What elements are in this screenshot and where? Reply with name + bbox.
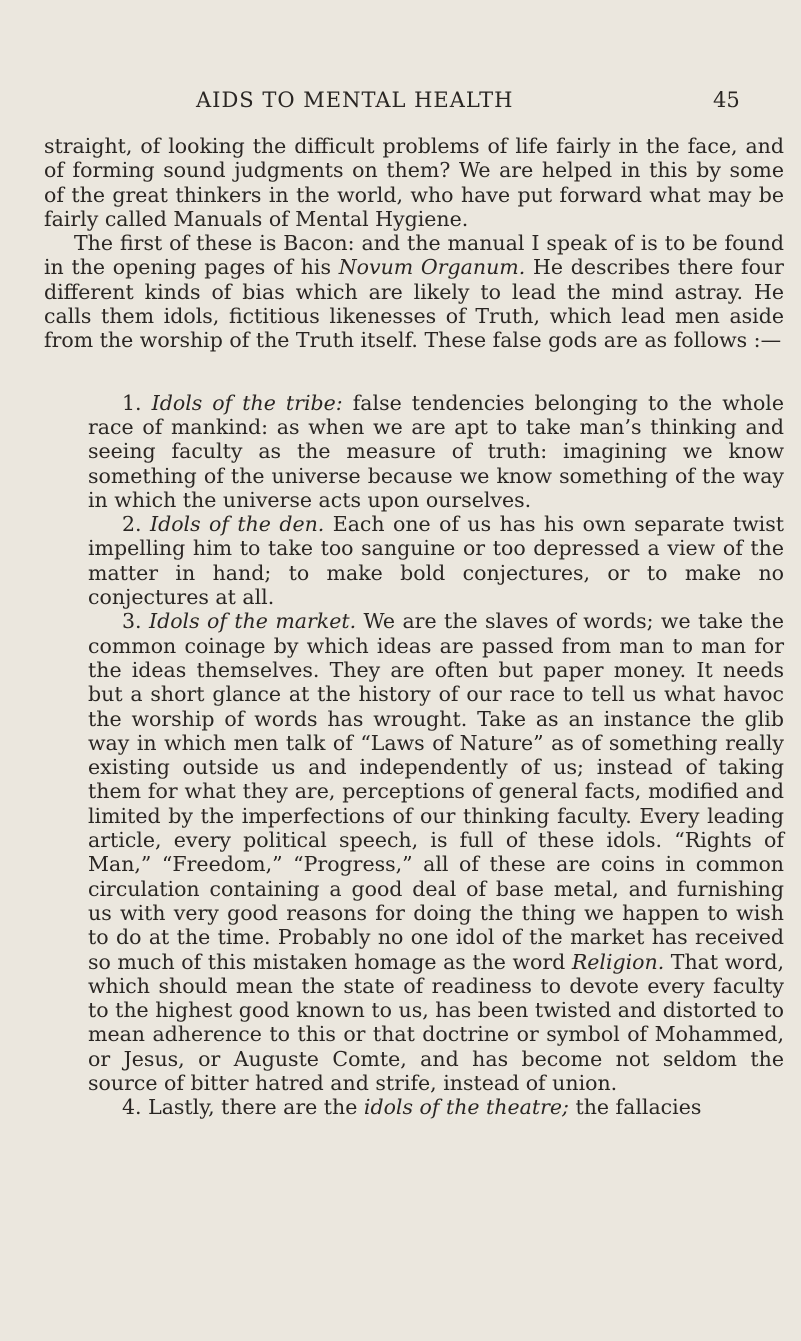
idol-text: Each one of us has his own separate twist impelling him to take too sanguine or too depressed a view of the matter in hand; to make bold conjectures, or to make no conjectures at all. [88,512,784,610]
book-title-novum-organum: Novum Organum. [338,255,526,280]
body-text [44,134,784,1120]
emphasis-religion: Religion. [571,949,665,974]
paragraph-opening [44,134,784,231]
paragraph-opening-text: straight, of looking the difficult problems of life fairly in the face, and of forming sound judgments on them? We are helped in this by some of the great thinkers in the world, who have put forward what may be fairly called Manuals of Mental Hygiene. [44,134,784,231]
idol-item-den [88,512,784,609]
idol-heading: Idols of the den. [149,512,325,537]
page-number: 45 [713,88,740,112]
idol-number: 1. [122,390,142,415]
running-head [0,88,801,118]
running-title: AIDS TO MENTAL HEALTH [196,88,514,112]
idol-text: false tendencies belonging to the whole race of mankind: as when we are apt to take man’s thinking and seeing faculty as the measure of truth: imagining we know something of the universe because we know something of the way in which the universe acts upon ourselves. [88,390,784,512]
idol-number: 3. [122,609,142,634]
idol-text: the fallacies [568,1095,702,1120]
idol-item-market [88,609,784,1095]
idol-lead: Lastly, there are the [141,1095,364,1120]
paragraph-bacon-lead: The first of these is Bacon: and the manual I speak of is to be found in the opening pages of his [44,231,784,280]
idol-item-theatre [88,1095,784,1119]
idol-heading: Idols of the tribe: [151,390,343,415]
idol-heading: idols of the theatre; [363,1095,569,1120]
idol-heading: Idols of the market. [148,609,357,634]
idol-number: 4. [122,1095,142,1120]
idol-text: We are the slaves of words; we take the common coinage by which ideas are passed from man to man for the ideas themselves. They are often but paper money. It needs but a short glance at the history of our race to tell us what havoc the worship of words has wrought. Take as an instance the glib way in which men talk of “Laws of Nature” as of something really existing outside us and independently of us; instead of taking them for what they are, perceptions of general facts, modified and limited by the imperfections of our thinking faculty. Every leading article, every political speech, is full of these idols. “Rights of Man,” “Freedom,” “Progress,” all of these are coins in common circulation containing a good deal of base metal, and furnishing us with very good reasons for doing the thing we happen to wish to do at the time. Probably no one idol of the market has received so much of this mistaken homage as the word [88,609,784,974]
idol-number: 2. [122,512,142,537]
paragraph-bacon-rest: He describes there four different kinds of bias which are likely to lead the mind astray. He calls them idols, fictitious likenesses of Truth, which lead men aside from the worship of the Truth itself. These false gods are as follows :— [44,255,784,353]
idol-item-tribe [88,391,784,512]
idol-text-continued: That word, which should mean the state of readiness to devote every faculty to the highest good known to us, has been twisted and distorted to mean adherence to this or that doctrine or symbol of Mohammed, or Jesus, or Auguste Comte, and has become not seldom the source of bitter hatred and strife, instead of union. [88,949,784,1095]
paragraph-bacon [44,231,784,352]
